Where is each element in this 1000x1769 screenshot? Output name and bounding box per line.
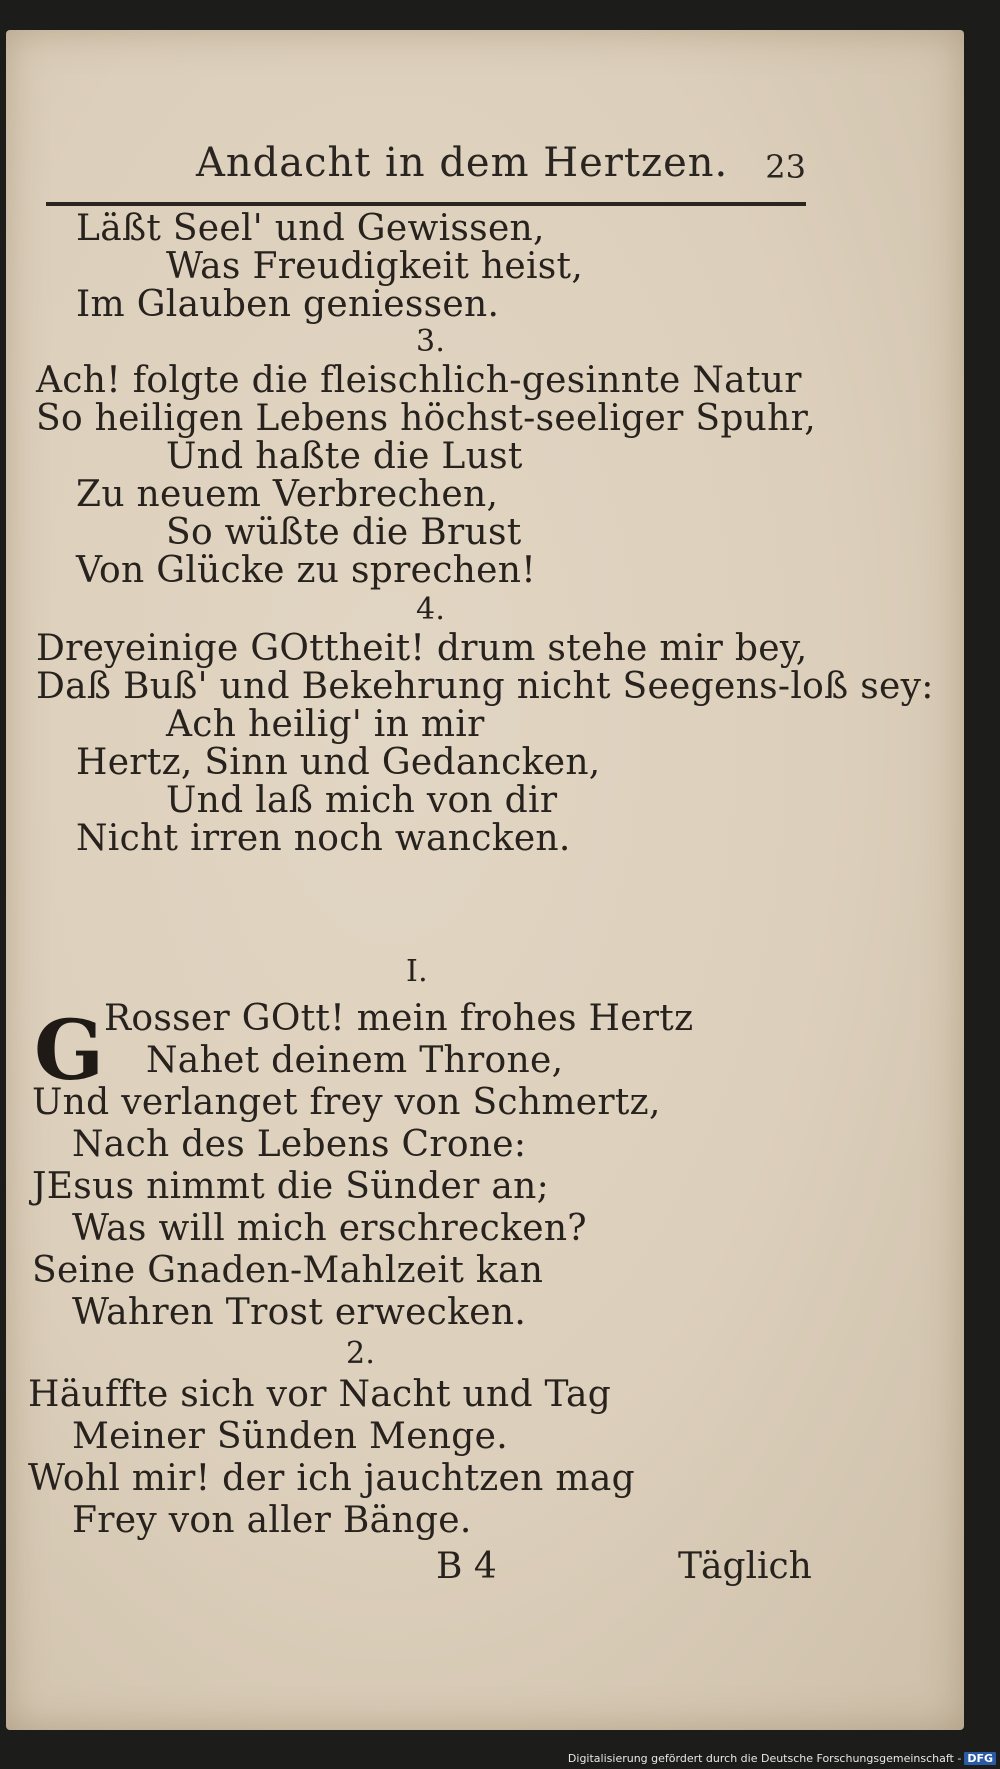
- verse-line: Nicht irren noch wancken.: [76, 818, 571, 859]
- verse-line: Frey von aller Bänge.: [72, 1500, 472, 1541]
- drop-cap-initial: G: [34, 1003, 105, 1099]
- verse-line: Rosser GOtt! mein frohes Hertz: [104, 998, 694, 1039]
- verse-line: So wüßte die Brust: [166, 512, 522, 553]
- header-rule: [46, 202, 806, 206]
- verse-line: Wahren Trost erwecken.: [72, 1292, 527, 1333]
- verse-line: So heiligen Lebens höchst-seeliger Spuhr,: [36, 398, 816, 439]
- verse-line: Meiner Sünden Menge.: [72, 1416, 508, 1457]
- catchword: Täglich: [678, 1546, 812, 1587]
- verse-line: Zu neuem Verbrechen,: [76, 474, 499, 515]
- verse-line: Von Glücke zu sprechen!: [76, 550, 537, 591]
- signature-mark: B 4: [436, 1546, 497, 1587]
- verse-line: Was Freudigkeit heist,: [166, 246, 584, 287]
- stanza-number: 4.: [416, 592, 446, 627]
- verse-line: Und laß mich von dir: [166, 780, 558, 821]
- verse-line: JEsus nimmt die Sünder an;: [32, 1166, 550, 1207]
- verse-line: Seine Gnaden-Mahlzeit kan: [32, 1250, 544, 1291]
- verse-line: Und haßte die Lust: [166, 436, 523, 477]
- verse-line: Daß Buß' und Bekehrung nicht Seegens-loß sey:: [36, 666, 934, 707]
- verse-line: Im Glauben geniessen.: [76, 284, 500, 325]
- dfg-logo: DFG: [964, 1752, 996, 1765]
- stanza-number: 2.: [346, 1336, 376, 1371]
- verse-line: Läßt Seel' und Gewissen,: [76, 208, 545, 249]
- stanza-number: I.: [406, 954, 428, 989]
- running-header: [46, 110, 806, 200]
- page-number: 23: [765, 148, 806, 186]
- verse-line: Dreyeinige GOttheit! drum stehe mir bey,: [36, 628, 808, 669]
- running-title: Andacht in dem Hertzen.: [196, 140, 729, 186]
- verse-line: Was will mich erschrecken?: [72, 1208, 587, 1249]
- verse-line: Nach des Lebens Crone:: [72, 1124, 527, 1165]
- verse-line: Hertz, Sinn und Gedancken,: [76, 742, 601, 783]
- verse-line: Nahet deinem Throne,: [146, 1040, 564, 1081]
- verse-line: Und verlanget frey von Schmertz,: [32, 1082, 661, 1123]
- stanza-number: 3.: [416, 324, 446, 359]
- verse-line: Wohl mir! der ich jauchtzen mag: [28, 1458, 635, 1499]
- verse-line: Ach heilig' in mir: [166, 704, 485, 745]
- digitization-credit: [568, 1752, 996, 1765]
- verse-line: Häuffte sich vor Nacht und Tag: [28, 1374, 612, 1415]
- verse-line: Ach! folgte die fleischlich-gesinnte Natur: [36, 360, 802, 401]
- book-page: [6, 30, 964, 1730]
- credit-text: Digitalisierung gefördert durch die Deutsche Forschungsgemeinschaft -: [567, 1752, 962, 1765]
